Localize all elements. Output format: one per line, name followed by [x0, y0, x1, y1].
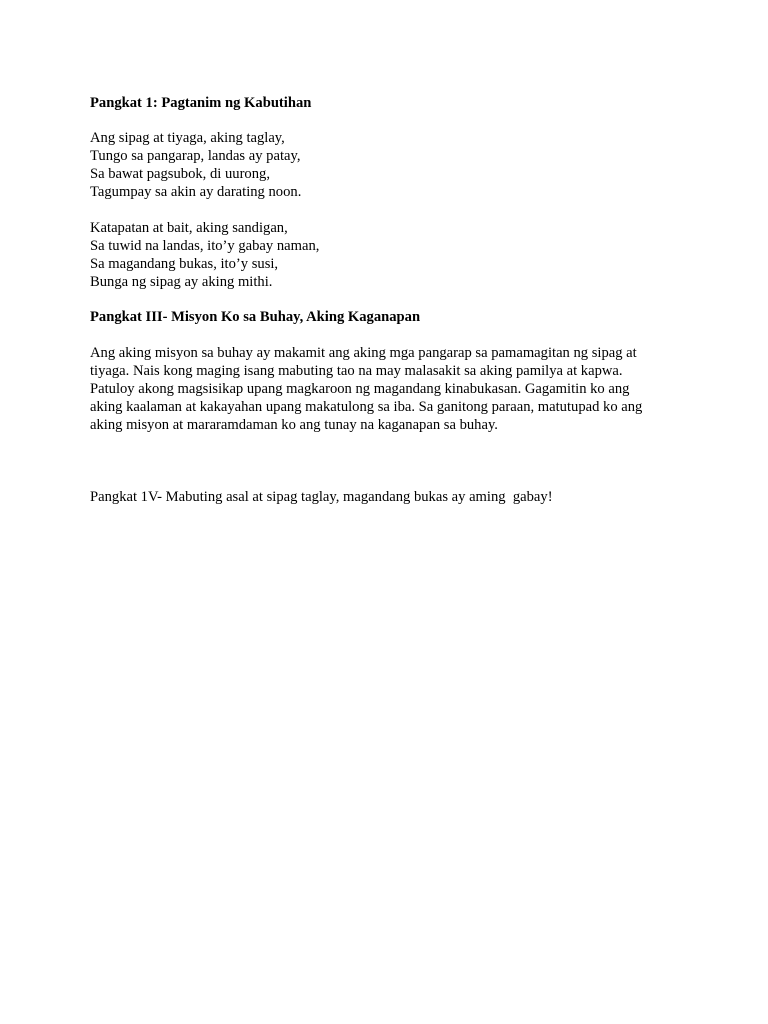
- paragraph-line: tiyaga. Nais kong maging isang mabuting tao na may malasakit sa aking pamilya at kapwa.: [90, 363, 623, 379]
- poem-line: Sa bawat pagsubok, di uurong,: [90, 166, 270, 182]
- paragraph-line: Patuloy akong magsisikap upang magkaroon ng magandang kinabukasan. Gagamitin ko ang: [90, 381, 630, 397]
- poem-line: Sa tuwid na landas, ito’y gabay naman,: [90, 238, 320, 254]
- poem-line: Bunga ng sipag ay aking mithi.: [90, 274, 273, 290]
- section-4-motto: Pangkat 1V- Mabuting asal at sipag taglay, magandang bukas ay aming gabay!: [90, 489, 553, 505]
- poem-line: Ang sipag at tiyaga, aking taglay,: [90, 130, 285, 146]
- poem-stanza-2: [90, 219, 678, 291]
- poem-line: Tagumpay sa akin ay darating noon.: [90, 184, 302, 200]
- section-1-heading: Pangkat 1: Pagtanim ng Kabutihan: [90, 95, 312, 111]
- poem-line: Katapatan at bait, aking sandigan,: [90, 220, 288, 236]
- poem-line: Tungo sa pangarap, landas ay patay,: [90, 148, 301, 164]
- paragraph-line: aking kaalaman at kakayahan upang makatulong sa iba. Sa ganitong paraan, matutupad ko ang: [90, 399, 643, 415]
- mission-paragraph: [90, 344, 670, 434]
- paragraph-line: Ang aking misyon sa buhay ay makamit ang aking mga pangarap sa pamamagitan ng sipag at: [90, 345, 637, 361]
- poem-line: Sa magandang bukas, ito’y susi,: [90, 256, 279, 272]
- section-3-heading: Pangkat III- Misyon Ko sa Buhay, Aking Kaganapan: [90, 309, 421, 325]
- poem-stanza-1: [90, 129, 678, 201]
- paragraph-line: aking misyon at mararamdaman ko ang tunay na kaganapan sa buhay.: [90, 417, 498, 433]
